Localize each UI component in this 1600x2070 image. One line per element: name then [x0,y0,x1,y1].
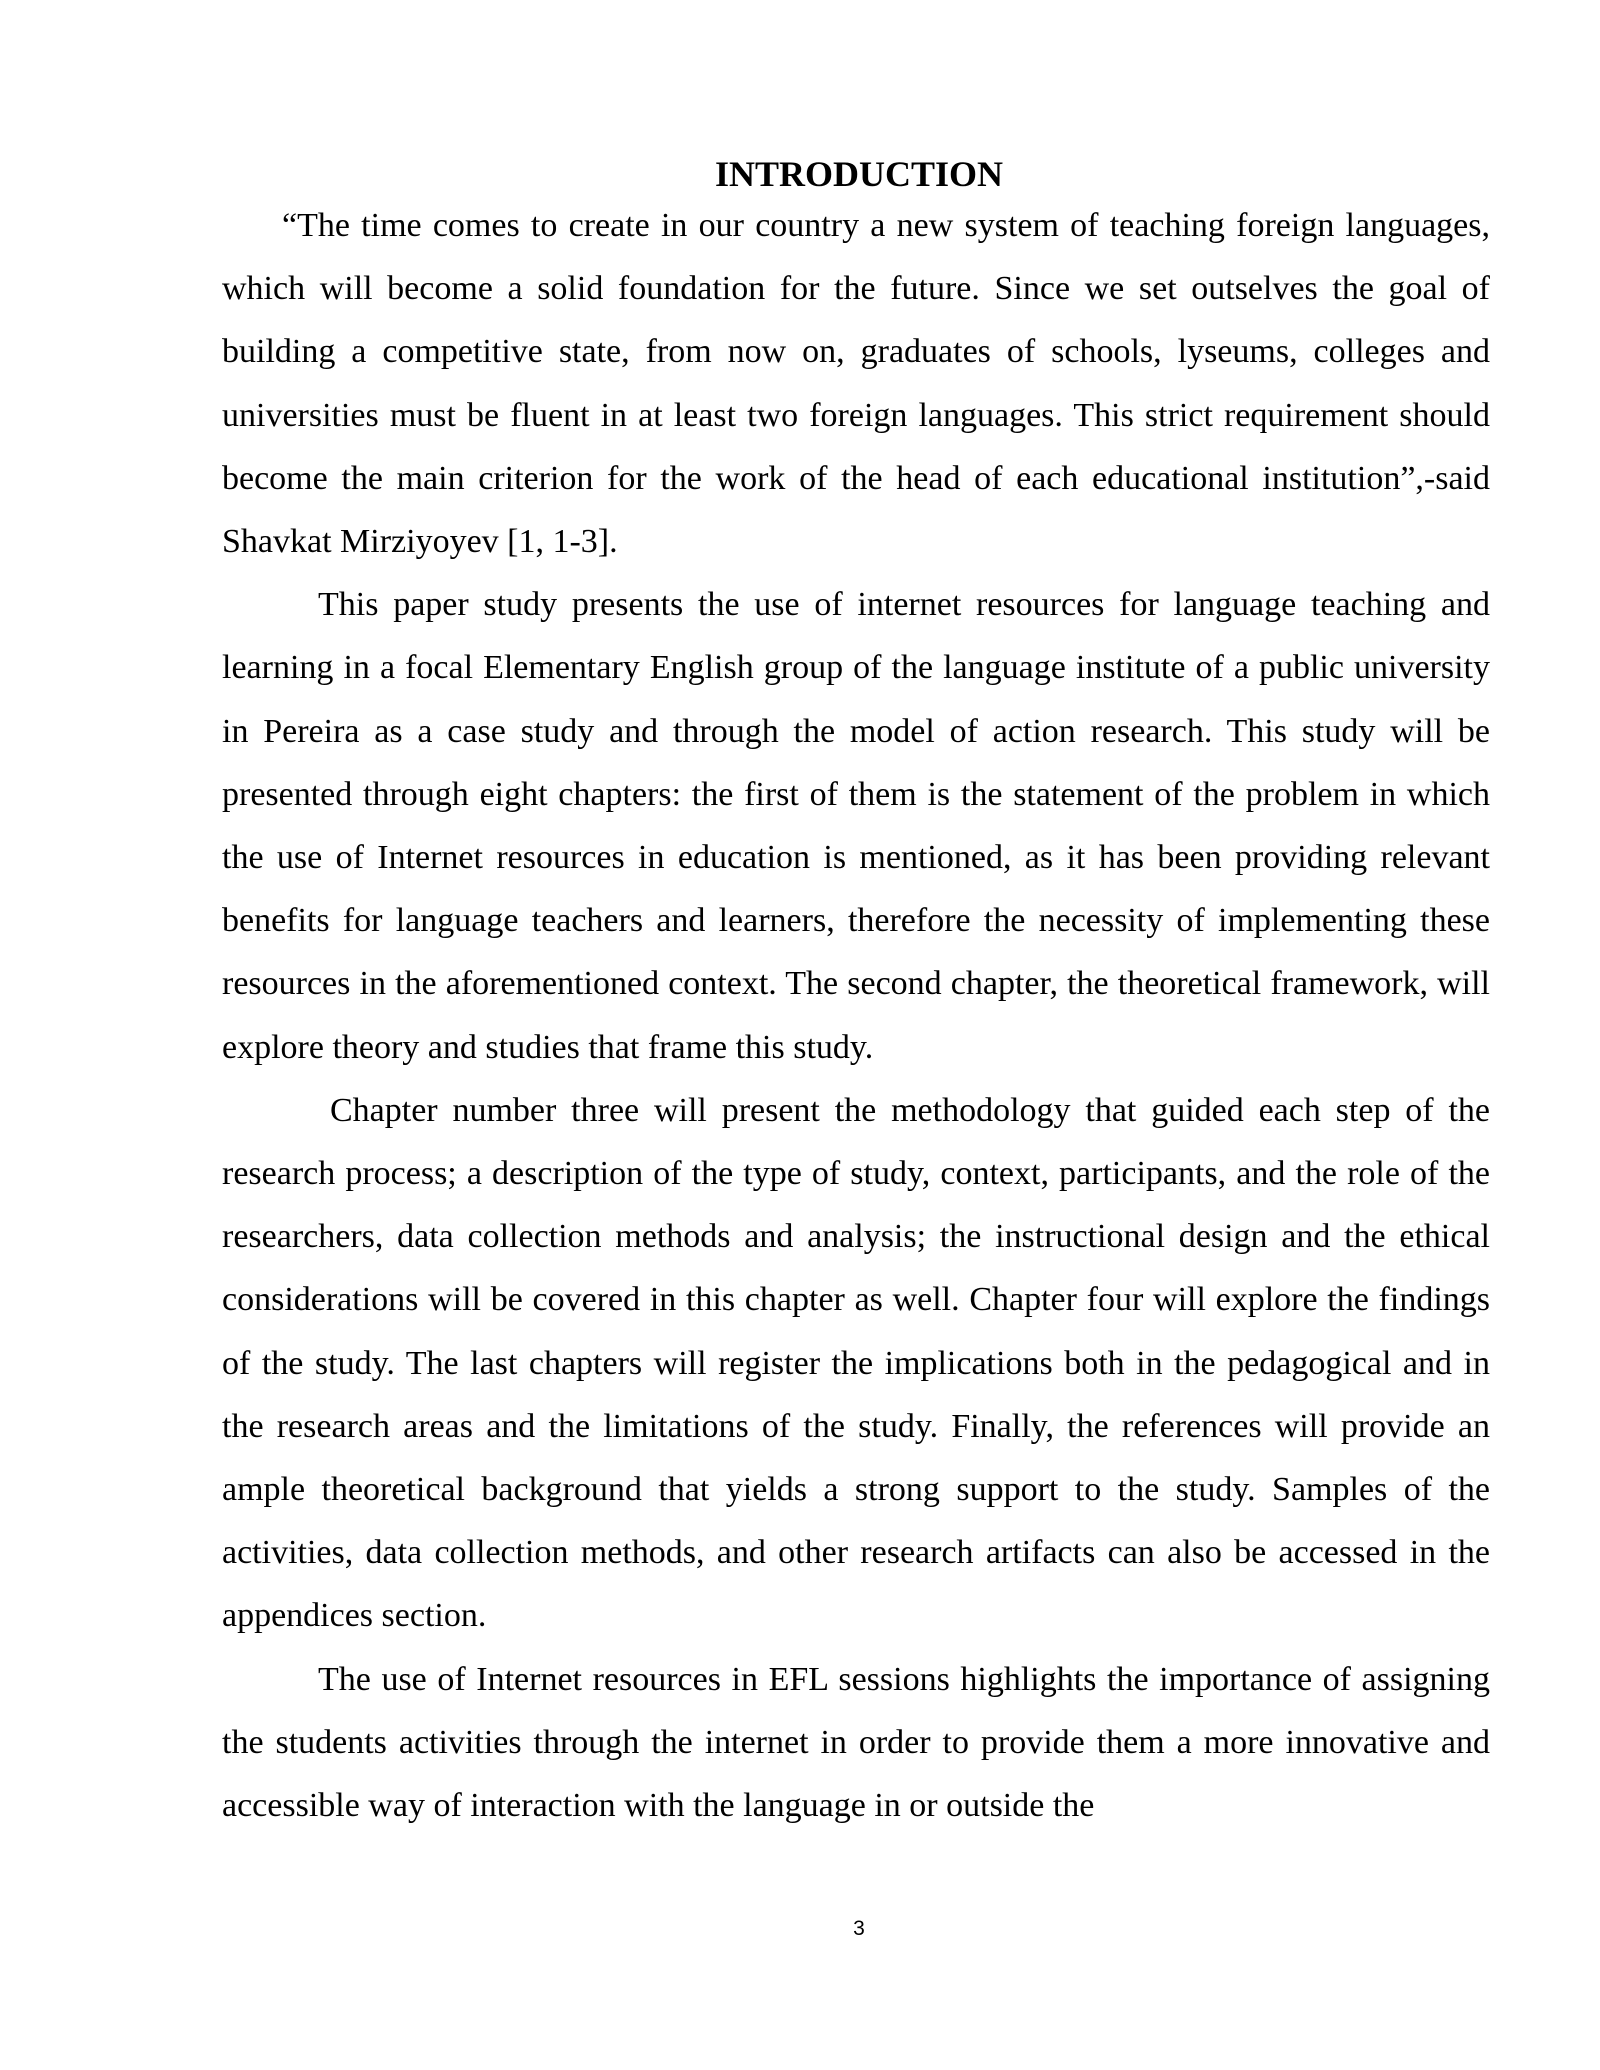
paragraph-study-overview: This paper study presents the use of internet resources for language teaching and learning in a focal Elementary English group of the language institute of a public university in Pereira as a case study and through the model of action research. This study will be presented through eight chapters: the first of them is the statement of the problem in which the use of Internet resources in education is mentioned, as it has been providing relevant benefits for language teachers and learners, therefore the necessity of implementing these resources in the aforementioned context. The second chapter, the theoretical framework, will explore theory and studies that frame this study. [222,586,1490,1066]
paragraph-chapter-outline: Chapter number three will present the methodology that guided each step of the research process; a description of the type of study, context, participants, and the role of the researchers, data collection methods and analysis; the instructional design and the ethical considerations will be covered in this chapter as well. Chapter four will explore the findings of the study. The last chapters will register the implications both in the pedagogical and in the research areas and the limitations of the study. Finally, the references will provide an ample theoretical background that yields a strong support to the study. Samples of the activities, data collection methods, and other research artifacts can also be accessed in the appendices section. [222,1091,1490,1635]
paragraph-internet-resources: The use of Internet resources in EFL sessions highlights the importance of assigning the students activities through the internet in order to provide them a more innovative and accessible way of interaction with the language in or outside the [222,1660,1490,1825]
page-number: 3 [853,1917,865,1940]
body-text [222,194,1490,1837]
paragraph-quote: “The time comes to create in our country a new system of teaching foreign languages, which will become a solid foundation for the future. Since we set outselves the goal of building a competitive state, from now on, graduates of schools, lyseums, colleges and universities must be fluent in at least two foreign languages. This strict requirement should become the main criterion for the work of the head of each educational institution”,-said Shavkat Mirziyoyev [1, 1-3]. [222,207,1490,561]
page-title: INTRODUCTION [714,154,1004,194]
